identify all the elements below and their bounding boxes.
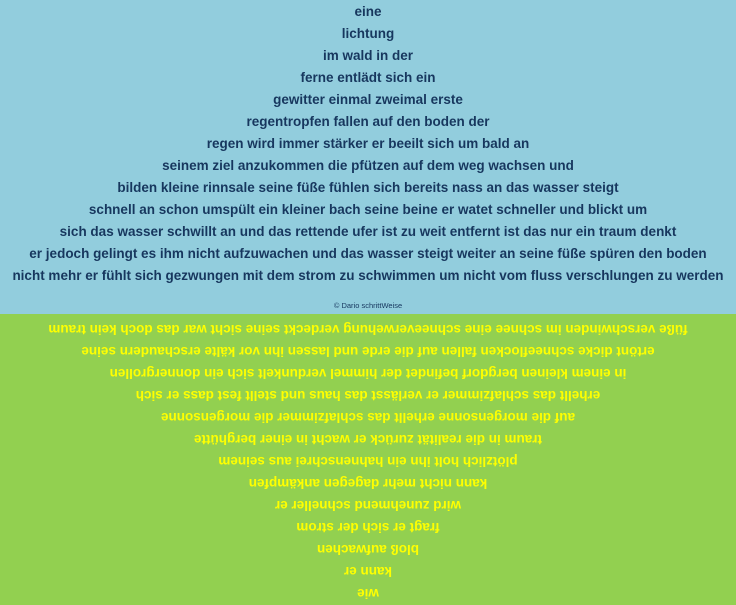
top-line-10: schnell an schon umspült ein kleiner bach seine beine er watet schneller und blickt um <box>88 202 648 217</box>
top-line-12: er jedoch gelingt es ihm nicht aufzuwachen und das wasser steigt weiter an seine füße spüren den boden <box>29 246 707 261</box>
top-line-6: regentropfen fallen auf den boden der <box>246 114 490 129</box>
bottom-poem-lines-upside-down <box>0 318 736 604</box>
bottom-line-8: traum in die realität zurück er wacht in einer berghütte <box>193 432 543 447</box>
top-line-13: nicht mehr er fühlt sich gezwungen mit dem strom zu schwimmen um nicht vom fluss verschlungen zu werden <box>12 268 724 283</box>
bottom-line-11: in einem kleinen bergdorf befindet der himmel verdunkelt sich ein donnergrollen <box>109 366 627 381</box>
top-line-5: gewitter einmal zweimal erste <box>273 92 463 107</box>
bottom-line-12: ertönt dicke schneeflocken fallen auf die erde und lassen ihn vor kälte erschaudern seine <box>81 344 655 359</box>
bottom-line-9: auf die morgensonne erhellt das schlafzimmer die morgensonne <box>160 410 576 425</box>
bottom-line-10: erhellt das schlafzimmer er verlässt das haus und stellt fest dass er sich <box>135 388 601 403</box>
top-line-3: im wald in der <box>322 48 414 63</box>
bottom-line-2: kann er <box>343 564 393 579</box>
top-line-7: regen wird immer stärker er beeilt sich um bald an <box>206 136 530 151</box>
top-line-2: lichtung <box>341 26 395 41</box>
bottom-green-section <box>0 314 736 605</box>
bottom-line-7: plötzlich holt ihn ein hahnenschrei aus seinem <box>218 454 518 469</box>
bottom-line-4: fragt er sich der strom <box>296 520 440 535</box>
top-line-9: bilden kleine rinnsale seine füße fühlen sich bereits nass an das wasser steigt <box>117 180 619 195</box>
copyright-notice: © Dario schrittWeise <box>333 301 403 310</box>
bottom-line-13: füße verschwinden im schnee eine schneeverwehung verdeckt seine sicht war das doch kein traum <box>48 322 688 337</box>
top-line-8: seinem ziel anzukommen die pfützen auf dem weg wachsen und <box>162 158 574 173</box>
bottom-line-1: wie <box>357 586 379 601</box>
bottom-line-5: wird zunehmend schneller er <box>274 498 462 513</box>
bottom-line-3: bloß aufwachen <box>317 542 420 557</box>
top-line-11: sich das wasser schwillt an und das rettende ufer ist zu weit entfernt ist das nur ein traum denkt <box>59 224 677 239</box>
top-poem-lines <box>0 1 736 287</box>
top-line-1: eine <box>354 4 382 19</box>
top-line-4: ferne entlädt sich ein <box>300 70 436 85</box>
bottom-line-6: kann nicht mehr dagegen ankämpfen <box>248 476 488 491</box>
